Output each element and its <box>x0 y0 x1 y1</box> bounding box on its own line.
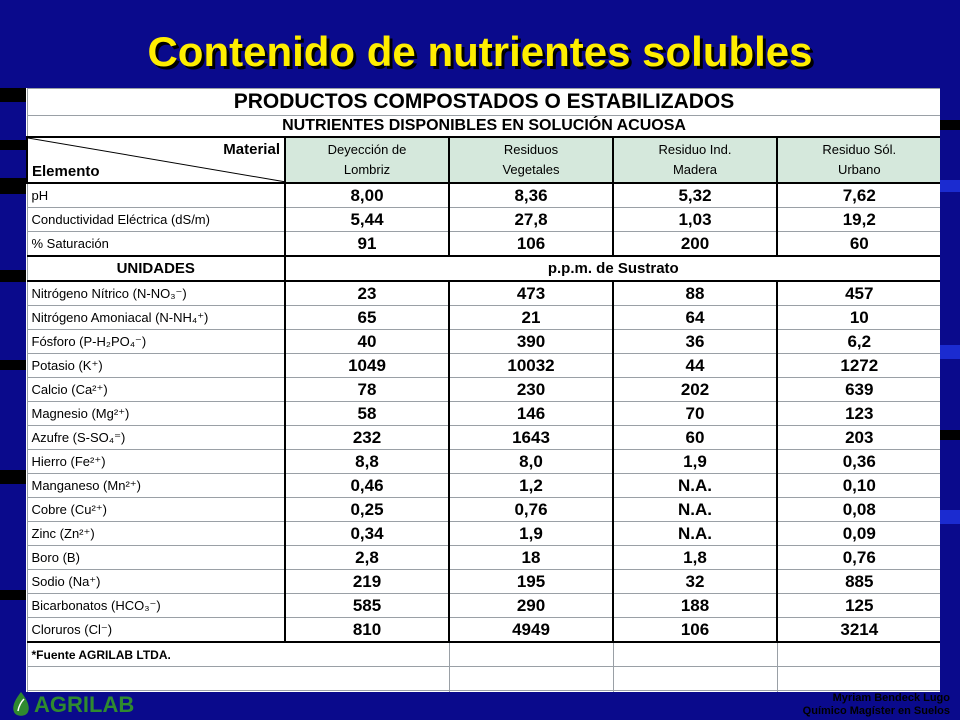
value-cell: 23 <box>285 281 449 306</box>
units-row <box>27 256 940 281</box>
background-stripe <box>0 88 26 102</box>
table-title: PRODUCTOS COMPOSTADOS O ESTABILIZADOS <box>27 89 940 116</box>
value-cell: 5,44 <box>285 208 449 232</box>
table-row <box>27 232 940 257</box>
row-label: Potasio (K⁺) <box>27 354 285 378</box>
background-stripe <box>0 590 26 600</box>
header-material-label: Material <box>223 141 280 158</box>
value-cell: 202 <box>613 378 777 402</box>
row-label: Conductividad Eléctrica (dS/m) <box>27 208 285 232</box>
row-label: Fósforo (P-H₂PO₄⁻) <box>27 330 285 354</box>
column-header-line1: Residuo Sól. <box>822 142 897 157</box>
value-cell: 0,76 <box>777 546 940 570</box>
table-row <box>27 330 940 354</box>
background-stripe <box>0 178 26 194</box>
table-row <box>27 426 940 450</box>
value-cell: 0,10 <box>777 474 940 498</box>
nutrient-table <box>26 88 940 692</box>
empty-cell <box>613 642 777 667</box>
value-cell: 0,25 <box>285 498 449 522</box>
value-cell: 473 <box>449 281 613 306</box>
value-cell: 0,76 <box>449 498 613 522</box>
column-header <box>777 137 940 183</box>
value-cell: 290 <box>449 594 613 618</box>
header-element-label: Elemento <box>32 163 100 180</box>
value-cell: 36 <box>613 330 777 354</box>
table-row <box>27 618 940 643</box>
value-cell: 232 <box>285 426 449 450</box>
row-label: Bicarbonatos (HCO₃⁻) <box>27 594 285 618</box>
author-credit <box>803 692 950 718</box>
table-row <box>27 208 940 232</box>
table-row <box>27 402 940 426</box>
value-cell: 125 <box>777 594 940 618</box>
value-cell: 0,46 <box>285 474 449 498</box>
value-cell: 1643 <box>449 426 613 450</box>
column-header <box>613 137 777 183</box>
row-label: Boro (B) <box>27 546 285 570</box>
value-cell: 32 <box>613 570 777 594</box>
footer-row <box>27 642 940 667</box>
row-label: Manganeso (Mn²⁺) <box>27 474 285 498</box>
table-row <box>27 474 940 498</box>
units-value: p.p.m. de Sustrato <box>285 256 940 281</box>
value-cell: 8,0 <box>449 450 613 474</box>
footnote-source: *Fuente AGRILAB LTDA. <box>27 642 449 667</box>
value-cell: 123 <box>777 402 940 426</box>
value-cell: 78 <box>285 378 449 402</box>
column-header-line1: Deyección de <box>327 142 407 157</box>
value-cell: 1,03 <box>613 208 777 232</box>
value-cell: N.A. <box>613 474 777 498</box>
column-header-line1: Residuos <box>503 142 559 157</box>
agrilab-logo <box>10 690 134 720</box>
table-row <box>27 183 940 208</box>
table-row <box>27 354 940 378</box>
value-cell: 195 <box>449 570 613 594</box>
value-cell: 810 <box>285 618 449 643</box>
blank-row <box>27 667 449 691</box>
value-cell: 8,00 <box>285 183 449 208</box>
empty-cell <box>449 691 613 693</box>
value-cell: 1,9 <box>449 522 613 546</box>
leaf-drop-icon <box>10 691 32 719</box>
empty-cell <box>777 642 940 667</box>
row-label: Magnesio (Mg²⁺) <box>27 402 285 426</box>
value-cell: 106 <box>449 232 613 257</box>
value-cell: 10032 <box>449 354 613 378</box>
background-stripe <box>940 120 960 130</box>
logo-text: AGRILAB <box>34 692 135 717</box>
empty-cell <box>449 667 613 691</box>
value-cell: 230 <box>449 378 613 402</box>
background-stripe <box>940 430 960 440</box>
table-row <box>27 522 940 546</box>
value-cell: 1272 <box>777 354 940 378</box>
background-stripe <box>0 140 26 150</box>
value-cell: N.A. <box>613 498 777 522</box>
value-cell: 457 <box>777 281 940 306</box>
table-row <box>27 306 940 330</box>
author-name: Myriam Bendeck Lugo <box>832 692 950 704</box>
background-stripe <box>940 345 960 359</box>
header-corner-cell <box>27 137 285 183</box>
value-cell: 7,62 <box>777 183 940 208</box>
value-cell: 0,34 <box>285 522 449 546</box>
value-cell: 0,08 <box>777 498 940 522</box>
value-cell: 8,8 <box>285 450 449 474</box>
column-header-line2: Vegetales <box>502 162 560 177</box>
table-row <box>27 498 940 522</box>
column-header-line2: Madera <box>672 162 718 177</box>
row-label: Nitrógeno Nítrico (N-NO₃⁻) <box>27 281 285 306</box>
table-row <box>27 546 940 570</box>
value-cell: 40 <box>285 330 449 354</box>
row-label: % Saturación <box>27 232 285 257</box>
column-header <box>285 137 449 183</box>
value-cell: 65 <box>285 306 449 330</box>
value-cell: 390 <box>449 330 613 354</box>
value-cell: 10 <box>777 306 940 330</box>
value-cell: 44 <box>613 354 777 378</box>
value-cell: 0,09 <box>777 522 940 546</box>
table-row <box>27 570 940 594</box>
row-label: Zinc (Zn²⁺) <box>27 522 285 546</box>
row-label: Nitrógeno Amoniacal (N-NH₄⁺) <box>27 306 285 330</box>
value-cell: 146 <box>449 402 613 426</box>
units-label: UNIDADES <box>27 256 285 281</box>
value-cell: 64 <box>613 306 777 330</box>
author-role: Químico Magíster en Suelos <box>802 705 950 717</box>
empty-cell <box>777 667 940 691</box>
value-cell: 88 <box>613 281 777 306</box>
value-cell: 188 <box>613 594 777 618</box>
value-cell: 70 <box>613 402 777 426</box>
value-cell: 5,32 <box>613 183 777 208</box>
row-label: Azufre (S-SO₄⁼) <box>27 426 285 450</box>
value-cell: 1,9 <box>613 450 777 474</box>
background-stripe <box>940 510 960 524</box>
table-row <box>27 450 940 474</box>
value-cell: 1049 <box>285 354 449 378</box>
value-cell: 203 <box>777 426 940 450</box>
value-cell: 585 <box>285 594 449 618</box>
row-label: Sodio (Na⁺) <box>27 570 285 594</box>
value-cell: 58 <box>285 402 449 426</box>
row-label: Calcio (Ca²⁺) <box>27 378 285 402</box>
value-cell: 200 <box>613 232 777 257</box>
row-label: Cloruros (Cl⁻) <box>27 618 285 643</box>
row-label: Cobre (Cu²⁺) <box>27 498 285 522</box>
value-cell: 8,36 <box>449 183 613 208</box>
column-header-line2: Urbano <box>837 162 881 177</box>
value-cell: 885 <box>777 570 940 594</box>
value-cell: 1,8 <box>613 546 777 570</box>
value-cell: 3214 <box>777 618 940 643</box>
value-cell: 91 <box>285 232 449 257</box>
value-cell: 0,36 <box>777 450 940 474</box>
value-cell: N.A. <box>613 522 777 546</box>
slide-title: Contenido de nutrientes solubles <box>147 28 813 75</box>
value-cell: 18 <box>449 546 613 570</box>
value-cell: 639 <box>777 378 940 402</box>
value-cell: 19,2 <box>777 208 940 232</box>
footer-row <box>27 667 940 691</box>
value-cell: 2,8 <box>285 546 449 570</box>
table-row <box>27 378 940 402</box>
row-label: Hierro (Fe²⁺) <box>27 450 285 474</box>
column-header-line1: Residuo Ind. <box>658 142 732 157</box>
value-cell: 60 <box>777 232 940 257</box>
value-cell: 21 <box>449 306 613 330</box>
row-label: pH <box>27 183 285 208</box>
value-cell: 60 <box>613 426 777 450</box>
column-header-line2: Lombriz <box>343 162 391 177</box>
table-subtitle: NUTRIENTES DISPONIBLES EN SOLUCIÓN ACUOSA <box>27 116 940 138</box>
table-row <box>27 594 940 618</box>
value-cell: 1,2 <box>449 474 613 498</box>
background-stripe <box>0 470 26 484</box>
value-cell: 106 <box>613 618 777 643</box>
table-row <box>27 281 940 306</box>
value-cell: 219 <box>285 570 449 594</box>
value-cell: 4949 <box>449 618 613 643</box>
background-stripe <box>940 180 960 192</box>
nutrient-table-sheet <box>26 88 940 692</box>
empty-cell <box>613 667 777 691</box>
empty-cell <box>449 642 613 667</box>
background-stripe <box>0 270 26 282</box>
background-stripe <box>0 360 26 370</box>
column-header <box>449 137 613 183</box>
empty-cell <box>613 691 777 693</box>
value-cell: 6,2 <box>777 330 940 354</box>
value-cell: 27,8 <box>449 208 613 232</box>
